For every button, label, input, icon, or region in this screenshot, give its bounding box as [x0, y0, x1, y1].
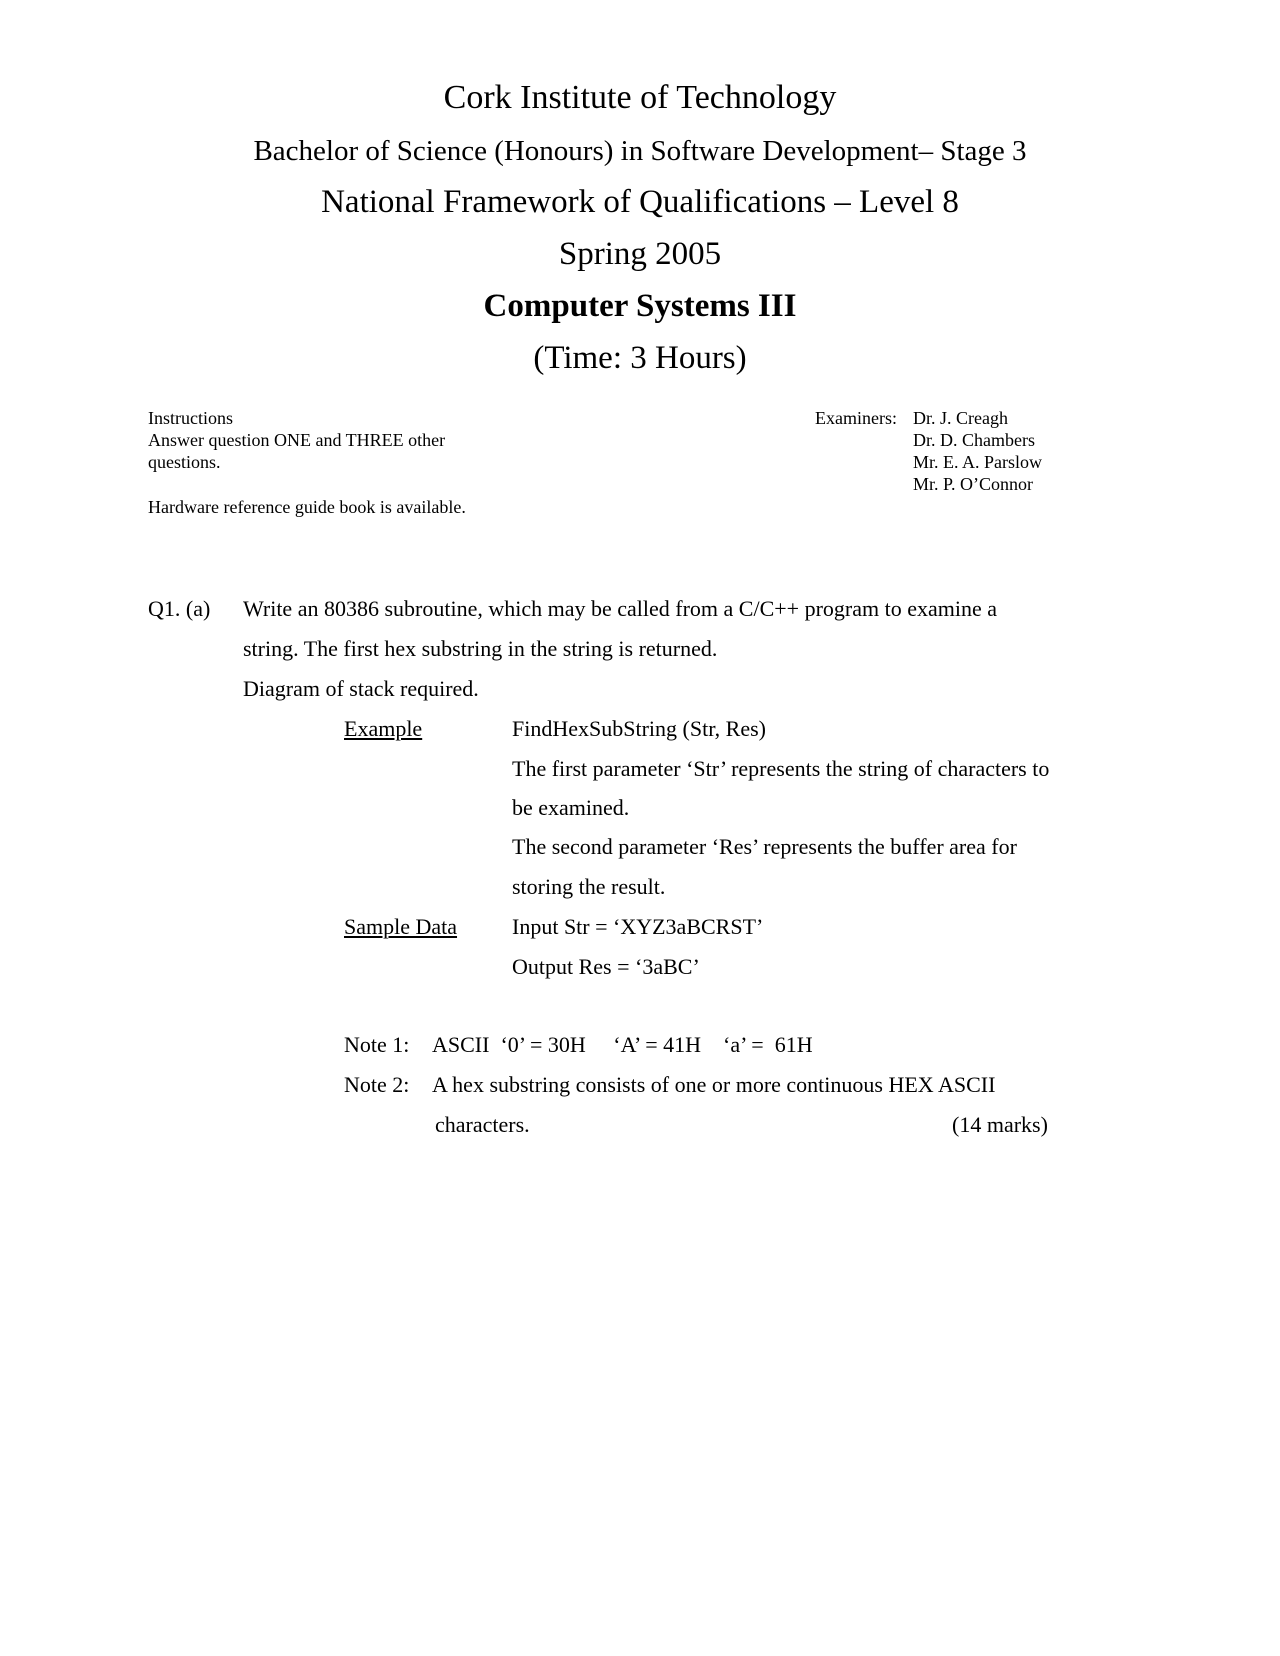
note-label: Note 1: [344, 1032, 410, 1057]
question-number: Q1. (a) [148, 596, 211, 621]
note-text: ASCII ‘0’ = 30H ‘A’ = 41H ‘a’ = 61H [432, 1032, 813, 1057]
sample-data-label: Sample Data [344, 914, 458, 939]
framework-title: National Framework of Qualifications – Level 8 [321, 184, 959, 220]
session-title: Spring 2005 [558, 236, 722, 272]
time-allowed: (Time: 3 Hours) [533, 340, 747, 376]
sample-data-line: Output Res = ‘3aBC’ [512, 954, 700, 979]
note-text: characters. [435, 1112, 530, 1137]
example-line: FindHexSubString (Str, Res) [512, 716, 766, 741]
question-text: Diagram of stack required. [243, 676, 479, 701]
instructions-heading: Instructions [148, 408, 233, 428]
note-text: A hex substring consists of one or more continuous HEX ASCII [432, 1072, 996, 1097]
instructions-line: questions. [148, 452, 221, 472]
examiner-name: Mr. P. O’Connor [913, 474, 1034, 494]
question-text: Write an 80386 subroutine, which may be called from a C/C++ program to examine a [243, 596, 997, 621]
reference-note: Hardware reference guide book is available. [148, 497, 466, 517]
note-label: Note 2: [344, 1072, 410, 1097]
example-label: Example [344, 716, 423, 741]
sample-data-line: Input Str = ‘XYZ3aBCRST’ [512, 914, 764, 939]
example-line: The second parameter ‘Res’ represents the buffer area for [512, 834, 1017, 859]
instructions-line: Answer question ONE and THREE other [148, 430, 446, 450]
examiner-name: Dr. J. Creagh [913, 408, 1008, 428]
institution-title: Cork Institute of Technology [443, 79, 837, 116]
programme-title: Bachelor of Science (Honours) in Software Development– Stage 3 [253, 135, 1027, 167]
example-line: storing the result. [512, 874, 666, 899]
examiner-name: Mr. E. A. Parslow [913, 452, 1043, 472]
module-title: Computer Systems III [483, 288, 797, 324]
question-text: string. The first hex substring in the string is returned. [243, 636, 718, 661]
marks-label: (14 marks) [952, 1112, 1048, 1137]
examiner-name: Dr. D. Chambers [913, 430, 1035, 450]
example-line: be examined. [512, 795, 630, 820]
examiners-label: Examiners: [815, 408, 897, 428]
example-line: The first parameter ‘Str’ represents the string of characters to [512, 756, 1050, 781]
